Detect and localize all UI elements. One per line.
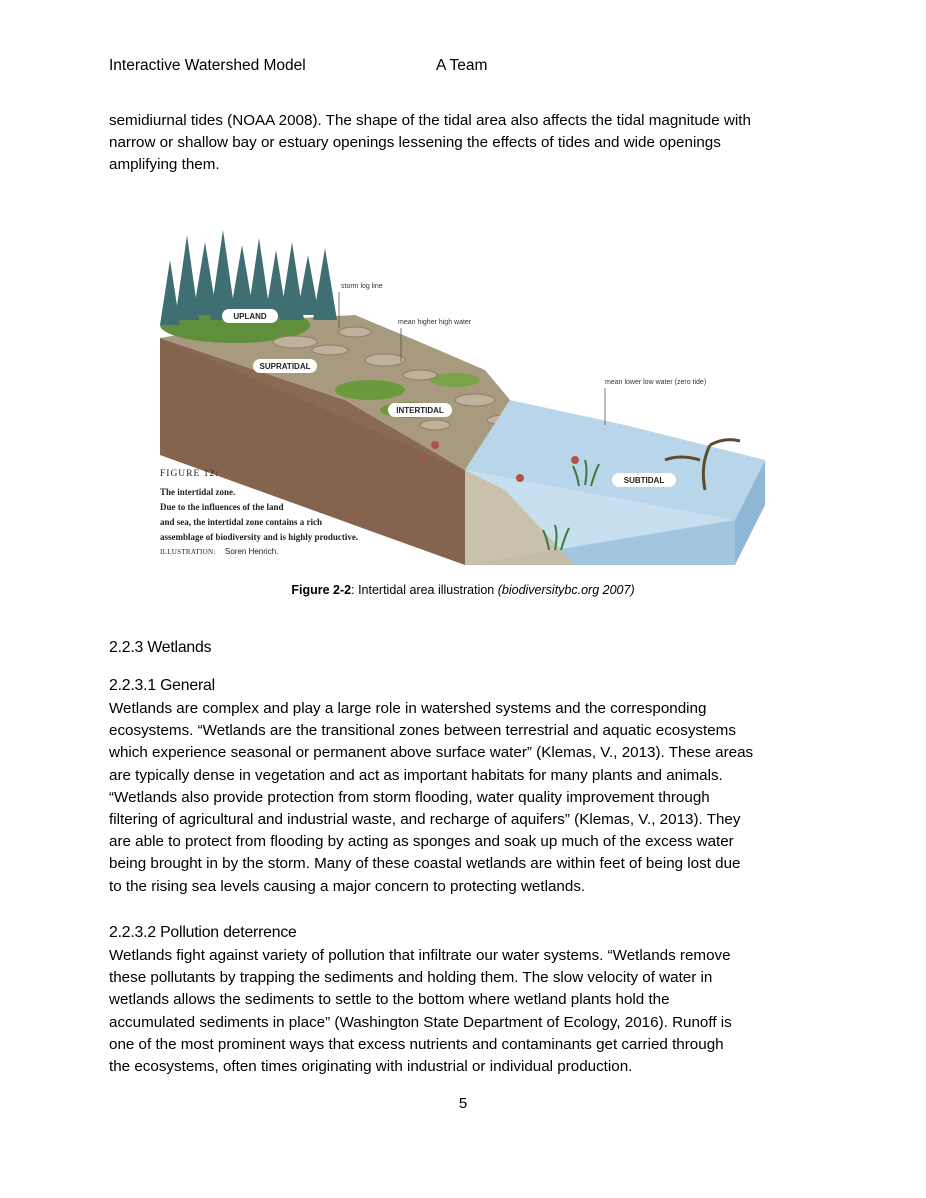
zone-label-upland: UPLAND: [233, 312, 267, 321]
text-line: are able to protect from flooding by acting as sponges and soak up much of the excess water: [109, 833, 734, 851]
text-line: to the rising sea levels causing a major concern to protecting wetlands.: [109, 877, 586, 895]
running-header-title: Interactive Watershed Model: [109, 57, 306, 74]
callout-storm-log-line: storm log line: [341, 283, 383, 290]
general-paragraph: [109, 698, 829, 898]
inset-credit-label: ILLUSTRATION:: [160, 548, 216, 556]
text-line: one of the most prominent ways that excess nutrients and contaminants get carried through: [109, 1035, 724, 1053]
text-line: which experience seasonal or permanent above surface water” (Klemas, V., 2013). These areas: [109, 744, 754, 762]
figure-caption: [0, 583, 926, 597]
inset-credit-name: Soren Henrich.: [225, 547, 279, 556]
text-line: Wetlands fight against variety of pollution that infiltrate our water systems. “Wetlands remove: [109, 947, 731, 964]
text-line: ecosystems. “Wetlands are the transitional zones between terrestrial and aquatic ecosystems: [109, 722, 736, 740]
callout-mean-higher-high-water: mean higher high water: [398, 319, 472, 326]
text-line: are typically dense in vegetation and act as important habitats for many plants and animals.: [109, 766, 723, 784]
caption-label: Figure 2-2: [291, 583, 352, 597]
zone-label-intertidal: INTERTIDAL: [396, 406, 444, 415]
caption-text: : Intertidal area illustration: [351, 583, 498, 597]
text-line: filtering of agricultural and industrial waste, and recharge of aquifers” (Klemas, V., 2013). They: [109, 811, 741, 829]
caption-source: (biodiversitybc.org 2007): [497, 583, 635, 597]
intro-paragraph: [109, 110, 829, 177]
zone-label-subtidal: SUBTIDAL: [623, 476, 665, 485]
text-line: semidiurnal tides (NOAA 2008). The shape of the tidal area also affects the tidal magnitude with: [109, 112, 751, 129]
running-header-team: A Team: [436, 57, 488, 74]
inset-title: The intertidal zone.: [160, 487, 236, 497]
inset-line: assemblage of biodiversity and is highly productive.: [160, 532, 359, 542]
subsection-heading-pollution-deterrence: 2.2.3.2 Pollution deterrence: [109, 924, 297, 941]
pollution-paragraph: [109, 945, 829, 1078]
text-line: narrow or shallow bay or estuary openings lessening the effects of tides and wide openings: [109, 134, 721, 152]
text-line: accumulated sediments in place” (Washington State Department of Ecology, 2016). Runoff is: [109, 1013, 732, 1031]
inset-line: and sea, the intertidal zone contains a rich: [160, 517, 322, 527]
text-line: amplifying them.: [109, 156, 220, 174]
callout-mean-lower-low-water: mean lower low water (zero tide): [605, 379, 707, 386]
text-line: wetlands allows the sediments to settle to the bottom where wetland plants hold the: [109, 991, 670, 1009]
zone-label-supratidal: SUPRATIDAL: [259, 362, 311, 371]
text-line: “Wetlands also provide protection from storm flooding, water quality improvement through: [109, 788, 710, 806]
inset-line: Due to the influences of the land: [160, 502, 284, 512]
text-line: the ecosystems, often times originating with industrial or individual production.: [109, 1058, 633, 1076]
inset-figure-label: FIGURE 12:: [160, 469, 219, 479]
section-heading-wetlands: 2.2.3 Wetlands: [109, 639, 212, 656]
subsection-heading-general: 2.2.3.1 General: [109, 677, 215, 694]
page-number: 5: [458, 1095, 468, 1112]
text-line: Wetlands are complex and play a large role in watershed systems and the corresponding: [109, 700, 707, 717]
text-line: being brought in by the storm. Many of these coastal wetlands are within feet of being lost due: [109, 855, 741, 873]
text-line: these pollutants by trapping the sediments and holding them. The slow velocity of water in: [109, 969, 713, 987]
intertidal-zone-illustration: [155, 220, 765, 568]
